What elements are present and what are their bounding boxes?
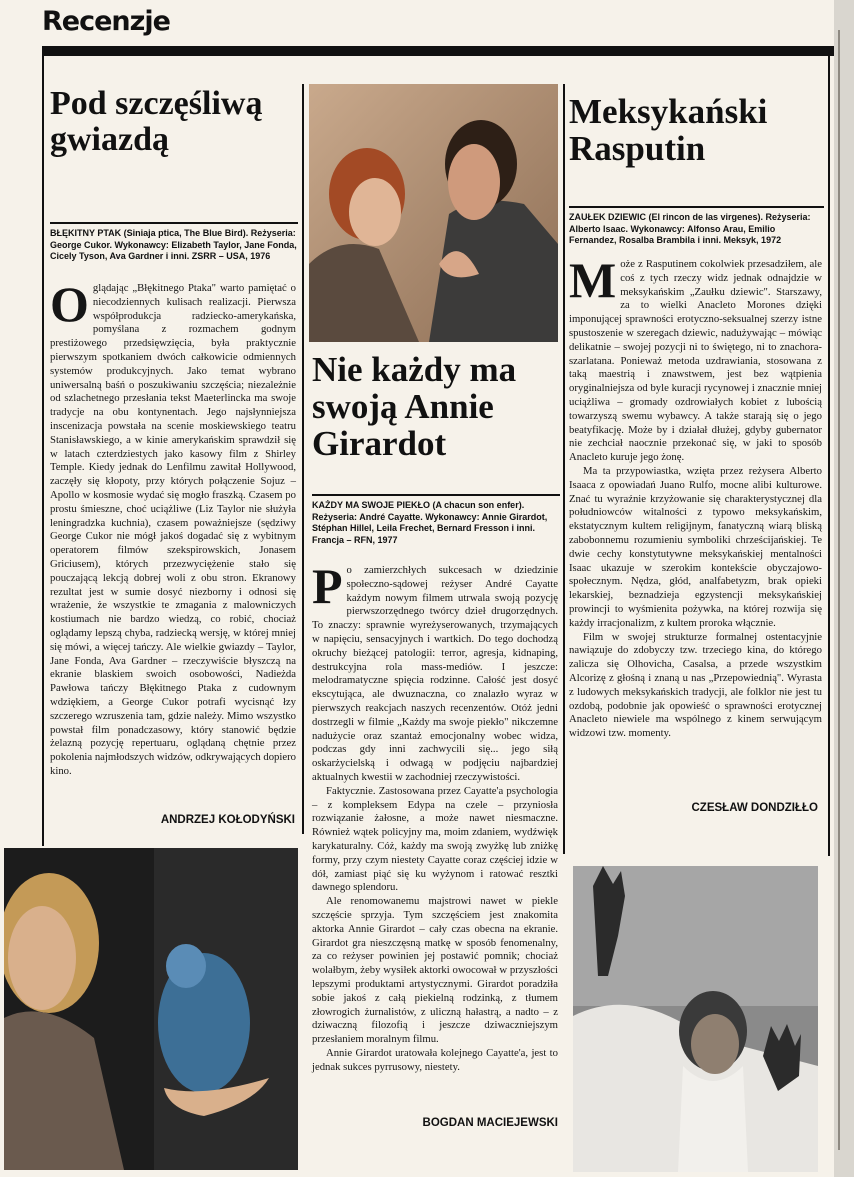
left-article-body xyxy=(50,276,296,779)
right-article-body xyxy=(569,252,822,741)
middle-dropcap: P xyxy=(312,558,343,614)
middle-paragraph: Annie Girardot uratowała kolejnego Cayatte'a, jest to jednak sukces pyrrusowy, niestety. xyxy=(312,1046,558,1073)
middle-article-author: BOGDAN MACIEJEWSKI xyxy=(422,1117,558,1129)
girl-with-bird-photo xyxy=(4,848,298,1170)
middle-article-credits: KAŻDY MA SWOJE PIEKŁO (A chacun son enfer). Reżyseria: André Cayatte. Wykonawcy: Annie Girardot, Stéphan Hillel, Leila Frechet, Bernard Fresson i inni. Francja – RFN, 1977 xyxy=(312,494,560,546)
right-dropcap: M xyxy=(569,252,617,308)
section-label: Recenzje xyxy=(42,6,170,37)
right-frame-rule xyxy=(828,56,830,856)
middle-paragraph: Po zamierzchłych sukcesach w dziedzinie społeczno-sądowej reżyser André Cayatte każdym nowym filmem utrwala swoją pozycję pierwszorzędnego twórcy dzieł drugorzędnych. To znaczy: sprawnie wyreżyserowanych, trzymających w napięciu, sensacyjnych i wartkich. Do tego dochodzą okruchy bieżącej patologii: terror, agresja, kidnaping, destrukcyjna rola mass-mediów. I jeszcze: melodramatyczne spięcia rodzinne. Całość jest dosyć ekscytująca, ale dwuznaczna, co znalazło wyraz w pierwszych reakcjach naszych recenzentów. Otóż jedni dostrzegli w filmie „Każdy ma swoje piekło" nikczemne nadużycie oraz szantaż emocjonalny wobec widza, podczas gdy inni zachwycili się... jego siłą oskarżycielską i odwagą w podjęciu najbardziej aktualnych kwestii w zachodniej rzeczywistości. xyxy=(312,558,558,783)
left-article-credits: BŁĘKITNY PTAK (Siniaja ptica, The Blue Bird). Reżyseria: George Cukor. Wykonawcy: Elizabeth Taylor, Jane Fonda, Cicely Tyson, Ava Gardner i inni. ZSRR – USA, 1976 xyxy=(50,222,298,263)
middle-article-body xyxy=(312,558,558,1074)
left-article-title: Pod szczęśliwą gwiazdą xyxy=(50,85,263,158)
right-paragraph: Może z Rasputinem cokolwiek przesadziłem, ale coś z tych rzeczy widz jednak odnajdzie w meksykańskim „Zaułku dziewic". Starszawy, za to wielki Anacleto Morones dzięki imponującej sprawności erotyczno-seksualnej szerzy istne spustoszenie w szeregach dziewic, nadużywając – mówiąc delikatnie – swojej pozycji ni to świętego, ni to znachora-szarlatana. Ponieważ metoda uzdrawiania, stosowana z taką maestrią i znawstwem, jest bez wątpienia oryginalniejsza od byle kuracji rycynowej i znacznie mniej uciążliwa – gromady ozdrowiałych kobiet z lubością towarzyszą swemu wybawcy. A także starają się o jego beatyfikację. Może by i działał dłużej, gdyby gubernator nie zechciał naocznie przekonać się, w jaki to sposób Anacleto kuruje jego żonę. xyxy=(569,252,822,464)
adjacent-page-edge xyxy=(834,0,854,1177)
column-divider-left xyxy=(302,84,304,834)
right-paragraph: Film w swojej strukturze formalnej ostentacyjnie nawiązuje do zdobyczy tzw. trzeciego kina, do którego zalicza się Olhovicha, Casalsa, a przede wszystkim Alcorizę z głośną i znaną u nas „Przepowiednią". Wyrasta z ludowych meksykańskich tradycji, ale folklor nie jest tu ozdobą, podobnie jak opowieść o sprawności erotycznej Anacleto niewiele ma wspólnego z kinem serwującym widzowi tzw. momenty. xyxy=(569,630,822,740)
right-paragraph: Ma ta przypowiastka, wzięta przez reżysera Alberto Isaaca z opowiadań Juano Rulfo, mocne alibi kulturowe. Znać tu wyraźnie krzyżowanie się charakterystycznej dla południowców witalności z typowo meksykańskim, ekstatycznym kultem religijnym, fanatyczną wiarą bliską zabobonnemu rozumieniu symboliki chrześcijańskiej. Te dwie cechy konstytutywne meksykańskiej mentalności Isaac ukazuje w szerokim kontekście obyczajowo-społecznym. Nędza, głód, analfabetyzm, brak opieki lekarskiej, beznadzieja egzystencji meksykańskiej prowincji to wyśmienita pożywka, na której rozwija się każdy irracjonalizm, z kultem proroka włącznie. xyxy=(569,464,822,629)
couple-embrace-photo xyxy=(309,84,558,342)
middle-paragraph: Faktycznie. Zastosowana przez Cayatte'a psychologia – z kompleksem Edypa na czele – przyniosła rozwiązanie żałosne, a może nawet niesmaczne. Również wątek policyjny ma, moim zdaniem, wydźwięk karykaturalny. Cóż, każdy ma swoją zwyżkę lub zniżkę formy, przy czym niestety Cayatte coraz częściej idzie w dół, zamiast piąć się ku wyżynom i ratować resztki dawnego splendoru. xyxy=(312,784,558,894)
right-article-author: CZESŁAW DONDZIŁŁO xyxy=(691,802,818,814)
header-rule xyxy=(42,46,834,56)
right-article-title: Meksykański Rasputin xyxy=(569,92,768,168)
middle-article-title: Nie każdy ma swoją Annie Girardot xyxy=(312,350,517,463)
right-article-credits: ZAUŁEK DZIEWIC (El rincon de las virgenes). Reżyseria: Alberto Isaac. Wykonawcy: Alfonso Arau, Emilio Fernandez, Rosalba Brambila i inni. Meksyk, 1972 xyxy=(569,206,824,247)
left-article-author: ANDRZEJ KOŁODYŃSKI xyxy=(160,814,295,826)
left-paragraph: Oglądając „Błękitnego Ptaka" warto pamiętać o niecodziennych kulisach realizacji. Pierwsza współprodukcja radziecko-amerykańska, pomyślana z rozmachem godnym prestiżowego przedsięwzięcia, była praktycznie pierwszym spotkaniem dwóch całkowicie odmiennych systemów produkcyjnych. Jako temat wybrano uniwersalną baśń o poszukiwaniu szczęścia; niezależnie od szlachetnego przesłania tekst Maeterlincka ma swoje tradycje na obu kontynentach. Jego najsłynniejsza inscenizacja powstała na scenie moskiewskiego teatru Stanisławskiego, a w kinie amerykańskim sprawdził się w latach czterdziestych jako kasowy film z Shirley Temple. Kiedy jednak do Lenfilmu zawitał Hollywood, zaczęły się kłopoty, przy których połączenie Sojuz – Apollo w kosmosie wydać się mogło fraszką. Czasem po prostu śmieszne, choć uciążliwe (Liz Taylor nie służyła leningradzka kuchnia), czasem poważniejsze (sędziwy George Cukor nie mógł jakoś dogadać się z wybitnym operatorem filmów szekspirowskich, Jonasem Griciusem), których przezwyciężenie stało się pouczającą lekcją dobrej woli z obu stron. Ekranowy rezultat jest w sumie dosyć niezborny i odnosi się wrażenie, że wszystkie te zmagania z malowniczych kostiumach nie bardzo wiedzą, co robić, chociaż oglądamy lepszą chyba, radziecką wersję, w której mniej się mówi, a więcej tańczy. Ale wielkie gwiazdy – Taylor, Jane Fonda, Ava Gardner – rzeczywiście błyszczą na ekranie blaskiem swoich osobowości, Nadieżda Pawłowa tańczy Błękitnego Ptaka z cudownym wdziękiem, a George Cukor potrafi wycisnąć łzy szczerego wzruszenia tam, gdzie należy. Mimo wszystko powstał film ponadczasowy, który stanowić będzie żelazną pozycję repertuaru, oglądaną chętnie przez pokolenia najmłodszych widzów, odkrywających dopiero kino. xyxy=(50,276,296,777)
left-frame-rule xyxy=(42,56,44,846)
left-dropcap: O xyxy=(50,276,89,332)
column-divider-right xyxy=(563,84,565,854)
middle-paragraph: Ale renomowanemu majstrowi nawet w piekle szczęście sprzyja. Tym szczęściem jest znakomita aktorka Annie Girardot – cały czas obecna na ekranie. Girardot gra nieszczęsną matkę w sposób fenomenalny, za co reżyser powinien jej postawić pomnik; chociaż wolałbym, żeby wysiłek aktorki owocował w przyszłości lepszymi produktami artystycznymi. Girardot poradziła sobie jakoś z całą piekielną rodzinką, z tłumem złowrogich żurnalistów, z uliczną hałastrą, a nadto – z dziwaczną filozofią i jeszcze dziwaczniejszym przesłaniem moralnym filmu. xyxy=(312,895,558,1046)
rasputin-figure-photo xyxy=(573,866,818,1172)
